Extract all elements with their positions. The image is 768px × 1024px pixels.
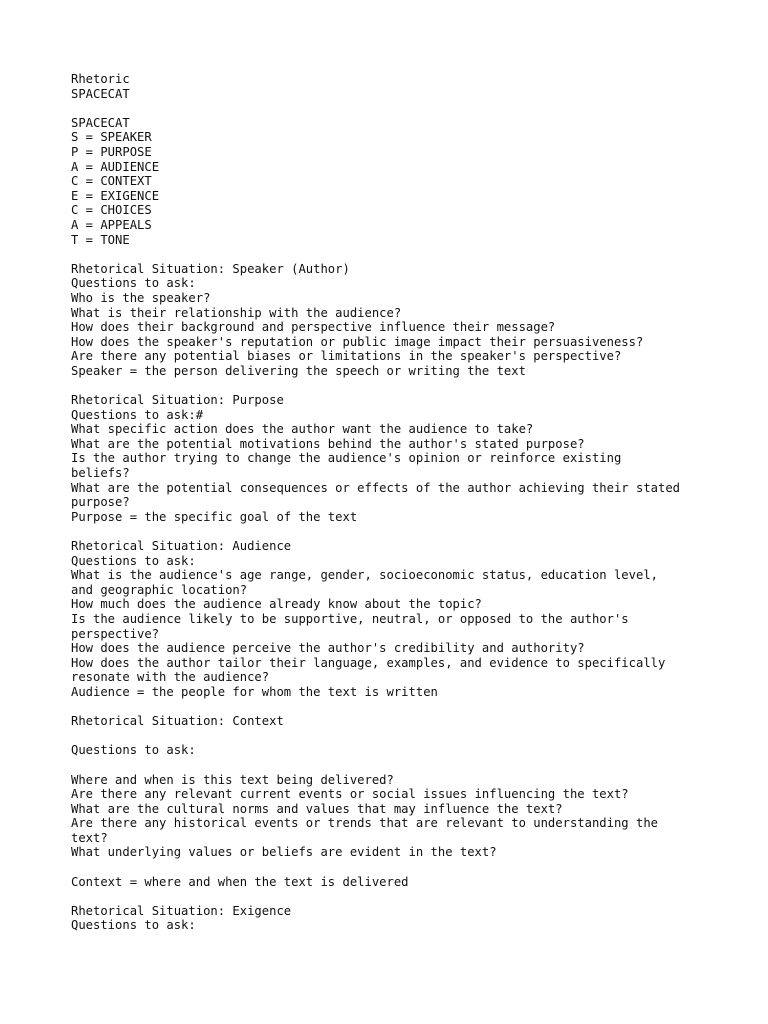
text-line: Is the author trying to change the audience's opinion or reinforce existing xyxy=(71,451,622,466)
text-line: Is the audience likely to be supportive, neutral, or opposed to the author's xyxy=(71,611,629,626)
text-line: How does their background and perspective influence their message? xyxy=(71,320,556,335)
text-line: What are the cultural norms and values that may influence the text? xyxy=(71,801,563,816)
text-line: Rhetorical Situation: Exigence xyxy=(71,903,292,918)
text-line: How much does the audience already know about the topic? xyxy=(71,597,482,612)
text-line: Where and when is this text being delivered? xyxy=(71,772,394,787)
blank-line xyxy=(71,247,751,262)
text-line: Audience = the people for whom the text is written xyxy=(71,684,438,699)
text-line: What is their relationship with the audience? xyxy=(71,305,402,320)
text-line: Questions to ask: xyxy=(71,918,196,933)
blank-line xyxy=(71,860,751,875)
text-line: Questions to ask: xyxy=(71,553,196,568)
text-line: text? xyxy=(71,830,108,845)
text-line: How does the author tailor their language, examples, and evidence to specifically xyxy=(71,655,666,670)
text-line: Rhetorical Situation: Audience xyxy=(71,539,292,553)
text-line: How does the audience perceive the author's credibility and authority? xyxy=(71,641,585,656)
text-line: Who is the speaker? xyxy=(71,290,211,305)
text-line: Questions to ask: xyxy=(71,743,196,758)
text-line: C = CHOICES xyxy=(71,203,152,218)
text-line: SPACECAT xyxy=(71,115,130,130)
blank-line xyxy=(71,101,751,116)
text-line: What specific action does the author want the audience to take? xyxy=(71,422,534,437)
blank-line xyxy=(71,729,751,744)
text-line: What are the potential consequences or effects of the author achieving their stated xyxy=(71,480,681,495)
text-line: What are the potential motivations behind the author's stated purpose? xyxy=(71,436,585,451)
document-body xyxy=(71,72,751,933)
text-line: E = EXIGENCE xyxy=(71,188,160,203)
text-line: A = AUDIENCE xyxy=(71,159,160,174)
text-line: Questions to ask:# xyxy=(71,407,204,422)
text-line: perspective? xyxy=(71,626,160,641)
text-line: Are there any historical events or trends that are relevant to understanding the xyxy=(71,816,658,831)
text-line: Speaker = the person delivering the speech or writing the text xyxy=(71,363,526,378)
text-line: A = APPEALS xyxy=(71,217,152,232)
blank-line xyxy=(71,758,751,773)
text-line: purpose? xyxy=(71,495,130,510)
text-line: Are there any relevant current events or social issues influencing the text? xyxy=(71,787,629,802)
text-line: Rhetoric xyxy=(71,72,130,86)
text-line: beliefs? xyxy=(71,466,130,481)
text-line: What underlying values or beliefs are evident in the text? xyxy=(71,845,497,860)
text-line: SPACECAT xyxy=(71,86,130,101)
blank-line xyxy=(71,378,751,393)
text-line: C = CONTEXT xyxy=(71,174,152,189)
text-line: S = SPEAKER xyxy=(71,130,152,145)
text-line: Are there any potential biases or limitations in the speaker's perspective? xyxy=(71,349,622,364)
text-line: Questions to ask: xyxy=(71,276,196,291)
text-line: and geographic location? xyxy=(71,582,248,597)
text-line: T = TONE xyxy=(71,232,130,247)
blank-line xyxy=(71,889,751,904)
text-line: Purpose = the specific goal of the text xyxy=(71,509,358,524)
text-line: Rhetorical Situation: Speaker (Author) xyxy=(71,261,350,276)
text-line: Rhetorical Situation: Context xyxy=(71,714,284,729)
text-line: Rhetorical Situation: Purpose xyxy=(71,393,284,408)
text-line: Context = where and when the text is delivered xyxy=(71,874,409,889)
document-page xyxy=(71,72,751,933)
blank-line xyxy=(71,524,751,539)
text-line: resonate with the audience? xyxy=(71,670,270,685)
text-line: P = PURPOSE xyxy=(71,144,152,159)
text-line: How does the speaker's reputation or public image impact their persuasiveness? xyxy=(71,334,644,349)
blank-line xyxy=(71,700,751,715)
text-line: What is the audience's age range, gender, socioeconomic status, education level, xyxy=(71,568,658,583)
